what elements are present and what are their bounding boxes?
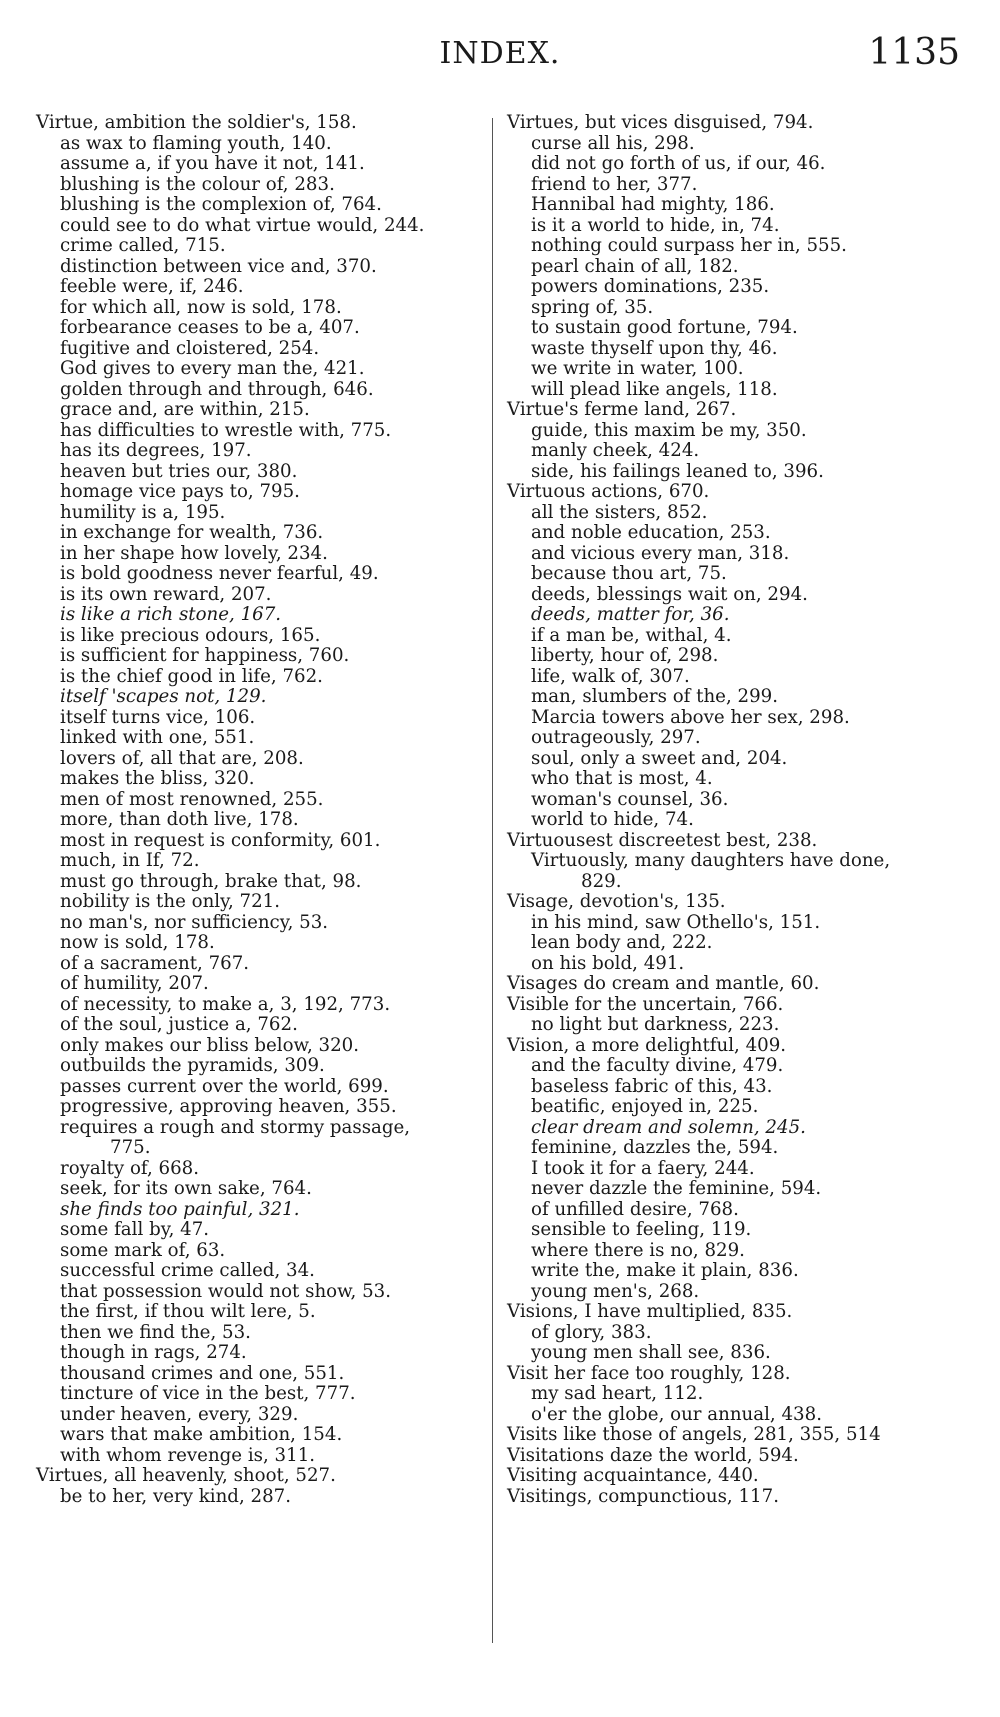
index-subentry: outrageously, 297. [531, 727, 701, 748]
index-subentry: God gives to every man the, 421. [60, 358, 365, 379]
index-subentry: because thou art, 75. [531, 563, 727, 584]
index-entry: Visions, I have multiplied, 835. [507, 1301, 793, 1322]
index-subentry: write the, make it plain, 836. [531, 1260, 799, 1281]
index-subentry: itself turns vice, 106. [60, 706, 256, 728]
index-subentry: makes the bliss, 320. [60, 768, 255, 789]
index-subentry: of necessity, to make a, 3, 192, 773. [60, 993, 391, 1015]
index-subentry: forbearance ceases to be a, 407. [60, 317, 360, 338]
index-subentry: royalty of, 668. [60, 1157, 200, 1179]
index-subentry: curse all his, 298. [531, 132, 695, 154]
index-subentry: only makes our bliss below, 320. [60, 1034, 360, 1056]
index-subentry: spring of, 35. [531, 296, 654, 318]
index-subentry: young men shall see, 836. [531, 1342, 771, 1363]
index-subentry: man, slumbers of the, 299. [531, 686, 778, 707]
index-subentry: feeble were, if, 246. [60, 276, 244, 297]
index-subentry: waste thyself upon thy, 46. [531, 337, 778, 359]
index-subentry: itself 'scapes not, 129. [60, 686, 267, 707]
index-subentry: side, his failings leaned to, 396. [531, 460, 824, 482]
index-subentry-text: Virtuously, many daughters have done, [531, 850, 891, 871]
index-subentry: heaven but tries our, 380. [60, 460, 298, 482]
index-subentry: is sufficient for happiness, 760. [60, 645, 350, 666]
index-subentry: progressive, approving heaven, 355. [60, 1096, 397, 1117]
index-column-right [507, 113, 977, 1507]
index-subentry: no man's, nor sufficiency, 53. [60, 911, 329, 933]
index-subentry-continuation: 829. [581, 870, 622, 892]
index-entry: Visitings, compunctious, 117. [507, 1485, 779, 1507]
index-entry: Virtues, but vices disguised, 794. [507, 112, 814, 133]
index-subentry: on his bold, 491. [531, 952, 685, 974]
index-subentry: I took it for a faery, 244. [531, 1157, 755, 1179]
index-subentry: golden through and through, 646. [60, 378, 374, 400]
index-entry: Visitations daze the world, 594. [507, 1444, 799, 1466]
index-entry: Visit her face too roughly, 128. [507, 1362, 791, 1384]
index-subentry: powers dominations, 235. [531, 276, 770, 297]
index-subentry [531, 851, 977, 892]
index-subentry: who that is most, 4. [531, 768, 713, 789]
index-subentry: more, than doth live, 178. [60, 809, 299, 830]
index-entry: Virtue, ambition the soldier's, 158. [36, 112, 357, 133]
index-subentry: be to her, very kind, 287. [60, 1485, 292, 1507]
index-subentry: the first, if thou wilt lere, 5. [60, 1301, 316, 1322]
index-subentry: with whom revenge is, 311. [60, 1444, 316, 1466]
index-subentry: humility is a, 195. [60, 501, 226, 523]
index-entry: Visage, devotion's, 135. [507, 891, 726, 912]
index-subentry: as wax to flaming youth, 140. [60, 132, 332, 154]
index-subentry: is bold goodness never fearful, 49. [60, 563, 379, 584]
index-subentry: successful crime called, 34. [60, 1260, 315, 1281]
index-subentry: is the chief good in life, 762. [60, 665, 323, 687]
index-subentry: fugitive and cloistered, 254. [60, 337, 320, 359]
index-subentry: lovers of, all that are, 208. [60, 747, 304, 769]
index-subentry: blushing is the colour of, 283. [60, 173, 335, 195]
index-subentry: nobility is the only, 721. [60, 891, 281, 912]
index-subentry: she finds too painful, 321. [60, 1198, 300, 1220]
index-subentry: where there is no, 829. [531, 1239, 745, 1261]
index-subentry: for which all, now is sold, 178. [60, 296, 342, 318]
index-subentry: under heaven, every, 329. [60, 1403, 299, 1425]
index-subentry: did not go forth of us, if our, 46. [531, 153, 826, 174]
index-subentry: linked with one, 551. [60, 727, 255, 748]
index-subentry: woman's counsel, 36. [531, 788, 729, 810]
index-entry: Visiting acquaintance, 440. [507, 1465, 759, 1486]
index-subentry: soul, only a sweet and, 204. [531, 747, 788, 769]
index-subentry: of glory, 383. [531, 1321, 652, 1343]
index-subentry: much, in If, 72. [60, 850, 200, 871]
index-entry: Virtuousest discreetest best, 238. [507, 829, 818, 851]
index-subentry: deeds, matter for, 36. [531, 604, 730, 625]
index-subentry: sensible to feeling, 119. [531, 1219, 752, 1240]
index-subentry: friend to her, 377. [531, 173, 698, 195]
index-subentry: now is sold, 178. [60, 932, 215, 953]
index-subentry: outbuilds the pyramids, 309. [60, 1055, 325, 1076]
index-subentry: clear dream and solemn, 245. [531, 1116, 806, 1138]
index-subentry: and vicious every man, 318. [531, 542, 790, 564]
index-subentry: deeds, blessings wait on, 294. [531, 583, 808, 605]
index-subentry: never dazzle the feminine, 594. [531, 1178, 822, 1199]
index-subentry-continuation: 775. [110, 1137, 151, 1158]
index-subentry: in her shape how lovely, 234. [60, 542, 328, 564]
index-subentry: some mark of, 63. [60, 1239, 226, 1261]
index-subentry: tincture of vice in the best, 777. [60, 1383, 356, 1404]
index-subentry: we write in water, 100. [531, 358, 744, 379]
index-subentry: young men's, 268. [531, 1280, 700, 1302]
index-subentry: life, walk of, 307. [531, 665, 690, 687]
index-subentry: my sad heart, 112. [531, 1383, 704, 1404]
index-entry: Virtuous actions, 670. [507, 481, 710, 502]
index-column-left [36, 113, 484, 1507]
index-subentry: of humility, 207. [60, 973, 209, 994]
index-entry: Visits like those of angels, 281, 355, 514 [507, 1424, 881, 1445]
index-subentry: all the sisters, 852. [531, 501, 708, 523]
index-subentry: has its degrees, 197. [60, 440, 252, 461]
index-entry: Virtues, all heavenly, shoot, 527. [36, 1465, 336, 1486]
index-subentry: and noble education, 253. [531, 522, 771, 543]
index-subentry: world to hide, 74. [531, 809, 694, 830]
index-subentry: Hannibal had mighty, 186. [531, 194, 775, 215]
index-subentry: distinction between vice and, 370. [60, 255, 377, 277]
index-subentry: will plead like angels, 118. [531, 378, 778, 400]
index-subentry: crime called, 715. [60, 235, 226, 256]
index-subentry: if a man be, withal, 4. [531, 624, 732, 646]
index-subentry: of a sacrament, 767. [60, 952, 250, 974]
index-subentry: must go through, brake that, 98. [60, 870, 362, 892]
index-subentry: of unfilled desire, 768. [531, 1198, 739, 1220]
index-subentry: homage vice pays to, 795. [60, 481, 300, 502]
index-subentry: grace and, are within, 215. [60, 399, 310, 420]
index-subentry: in his mind, saw Othello's, 151. [531, 911, 821, 933]
index-subentry: in exchange for wealth, 736. [60, 522, 324, 543]
index-subentry: pearl chain of all, 182. [531, 255, 739, 277]
index-subentry: no light but darkness, 223. [531, 1014, 780, 1035]
index-subentry: nothing could surpass her in, 555. [531, 235, 847, 256]
index-subentry: liberty, hour of, 298. [531, 645, 719, 666]
index-subentry: guide, this maxim be my, 350. [531, 419, 807, 441]
index-subentry: is it a world to hide, in, 74. [531, 214, 780, 236]
index-subentry: and the faculty divine, 479. [531, 1055, 784, 1076]
index-subentry: then we find the, 53. [60, 1321, 251, 1343]
index-subentry: has difficulties to wrestle with, 775. [60, 419, 392, 441]
index-subentry: lean body and, 222. [531, 932, 713, 953]
index-subentry: some fall by, 47. [60, 1219, 210, 1240]
index-subentry: is its own reward, 207. [60, 583, 272, 605]
index-subentry: Marcia towers above her sex, 298. [531, 706, 850, 728]
index-entry: Visages do cream and mantle, 60. [507, 973, 820, 994]
index-subentry: seek, for its own sake, 764. [60, 1178, 312, 1199]
index-entry: Virtue's ferme land, 267. [507, 399, 737, 420]
page-number: 1135 [868, 32, 960, 73]
index-entry: Vision, a more delightful, 409. [507, 1034, 787, 1056]
index-subentry: is like precious odours, 165. [60, 624, 321, 646]
page-header [0, 30, 1000, 80]
index-subentry: men of most renowned, 255. [60, 788, 324, 810]
index-subentry: baseless fabric of this, 43. [531, 1075, 773, 1097]
index-subentry: o'er the globe, our annual, 438. [531, 1403, 822, 1425]
index-subentry: passes current over the world, 699. [60, 1075, 389, 1097]
index-subentry: could see to do what virtue would, 244. [60, 214, 425, 236]
column-divider [492, 118, 493, 1643]
index-subentry: assume a, if you have it not, 141. [60, 153, 365, 174]
index-subentry [60, 1118, 484, 1159]
index-subentry: wars that make ambition, 154. [60, 1424, 343, 1445]
index-subentry: to sustain good fortune, 794. [531, 317, 798, 338]
index-subentry: beatific, enjoyed in, 225. [531, 1096, 759, 1117]
index-subentry: feminine, dazzles the, 594. [531, 1137, 779, 1158]
index-subentry: of the soul, justice a, 762. [60, 1014, 298, 1035]
index-subentry: blushing is the complexion of, 764. [60, 194, 382, 215]
index-subentry: though in rags, 274. [60, 1342, 247, 1363]
index-subentry: manly cheek, 424. [531, 440, 700, 461]
index-subentry: thousand crimes and one, 551. [60, 1362, 345, 1384]
index-subentry: most in request is conformity, 601. [60, 829, 381, 851]
index-subentry-text: requires a rough and stormy passage, [60, 1116, 411, 1138]
page-title: INDEX. [439, 36, 561, 71]
index-entry: Visible for the uncertain, 766. [507, 993, 784, 1015]
index-subentry: that possession would not show, 53. [60, 1280, 392, 1302]
index-subentry: is like a rich stone, 167. [60, 604, 282, 625]
